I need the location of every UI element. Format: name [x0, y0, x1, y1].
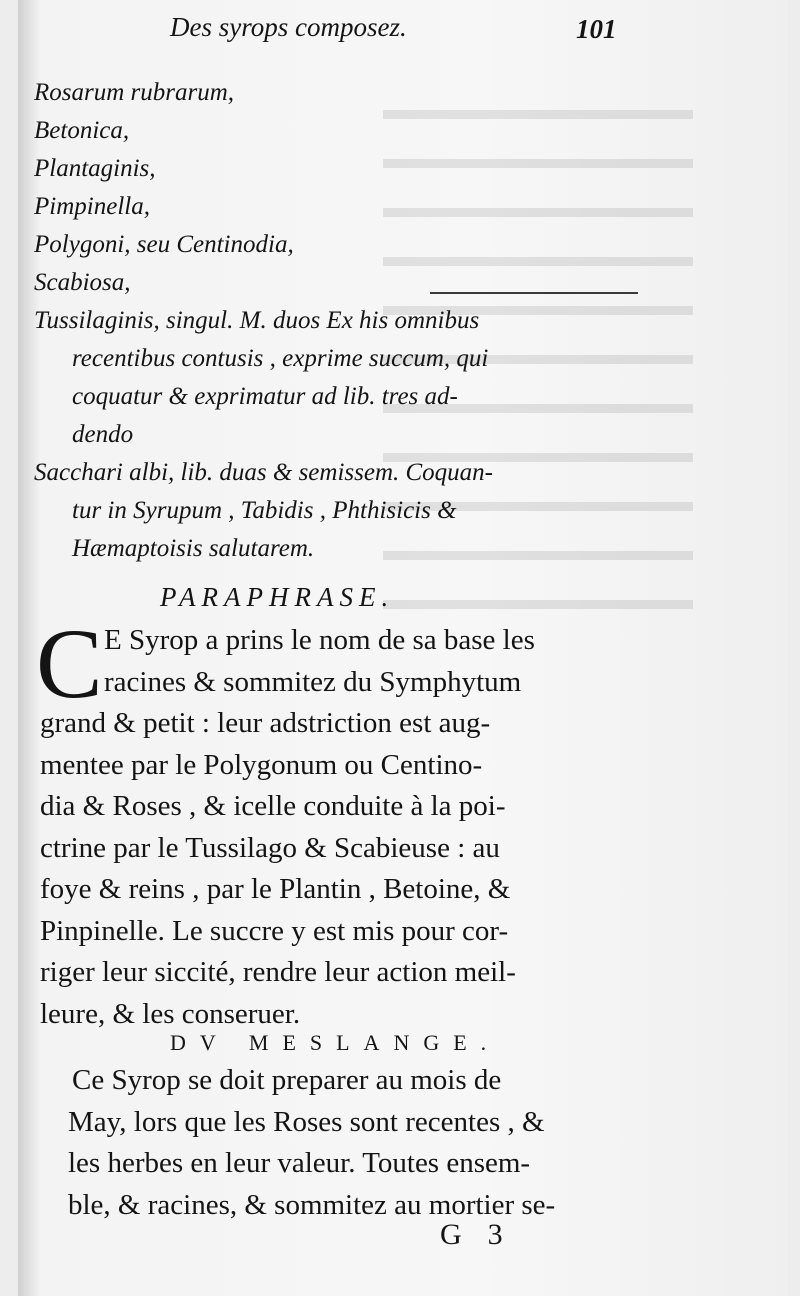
drop-cap: C — [36, 608, 103, 719]
recipe-line: Rosarum rubrarum, — [34, 79, 235, 106]
recipe-line: recentibus contusis , exprime succum, qui — [72, 345, 489, 372]
recipe-line: dendo — [72, 421, 134, 448]
recipe-line: Plantaginis, — [34, 155, 156, 182]
recipe-line: Sacchari albi, lib. duas & semissem. Coquan- — [34, 459, 494, 486]
signature-number: 3 — [487, 1218, 503, 1251]
meslange-heading: DV MESLANGE. — [170, 1030, 501, 1055]
paragraph-line: ble, & racines, & sommitez au mortier se- — [68, 1188, 556, 1221]
paragraph-line: ctrine par le Tussilago & Scabieuse : au — [40, 831, 500, 864]
recipe-list — [34, 74, 646, 568]
meslange-paragraph — [68, 1060, 642, 1226]
paraphrase-paragraph — [36, 608, 638, 1035]
paragraph-line: racines & sommitez du Symphytum — [104, 665, 522, 698]
recipe-line: Scabiosa, — [34, 269, 131, 296]
paragraph-line: grand & petit : leur adstriction est aug- — [40, 707, 491, 739]
section-rule — [430, 292, 638, 294]
signature-mark — [440, 1218, 529, 1252]
paragraph-line: foye & reins , par le Plantin , Betoine, & — [40, 873, 511, 905]
paraphrase-heading: PARAPHRASE. — [160, 582, 395, 612]
recipe-line: Betonica, — [34, 117, 130, 144]
paragraph-line: riger leur siccité, rendre leur action meil- — [40, 956, 516, 988]
paragraph-line: Ce Syrop se doit preparer au mois de — [72, 1064, 502, 1096]
paragraph-line: dia & Roses , & icelle conduite à la poi- — [40, 790, 506, 822]
recipe-line: Tussilaginis, singul. M. duos Ex his omnibus — [34, 307, 480, 334]
recipe-line: Polygoni, seu Centinodia, — [34, 231, 294, 258]
recipe-line: Hæmaptoisis salutarem. — [72, 535, 315, 562]
page-number: 101 — [576, 14, 617, 44]
recipe-line: coquatur & exprimatur ad lib. tres ad- — [72, 383, 458, 410]
signature-letter: G — [440, 1218, 462, 1251]
paragraph-line: May, lors que les Roses sont recentes , & — [68, 1105, 545, 1138]
recipe-line: Pimpinella, — [34, 193, 150, 220]
recipe-line: tur in Syrupum , Tabidis , Phthisicis & — [72, 497, 457, 524]
paragraph-line: leure, & les conseruer. — [40, 997, 301, 1030]
paragraph-line: E Syrop a prins le nom de sa base les — [104, 624, 535, 656]
paragraph-line: Pinpinelle. Le succre y est mis pour cor- — [40, 914, 509, 947]
paragraph-line: mentee par le Polygonum ou Centino- — [40, 748, 483, 781]
paragraph-line: les herbes en leur valeur. Toutes ensem- — [68, 1147, 531, 1179]
running-title: Des syrops composez. — [170, 12, 407, 42]
